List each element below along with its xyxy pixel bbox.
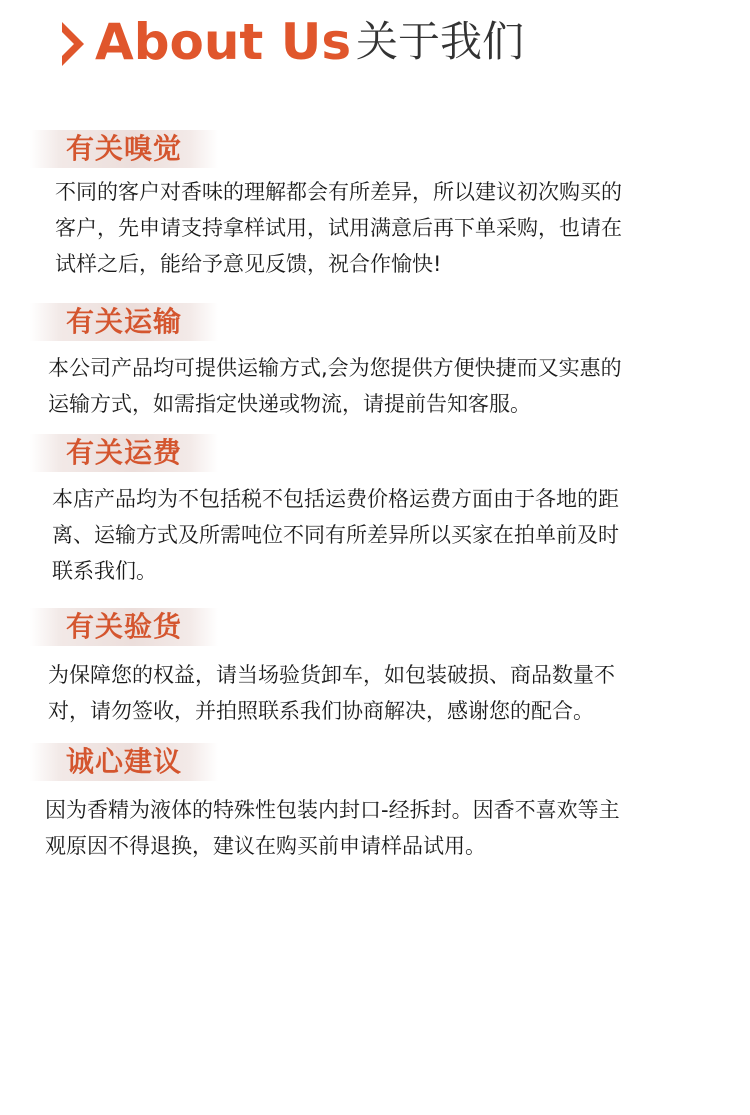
body-line: 客户，先申请支持拿样试用，试用满意后再下单采购，也请在: [55, 216, 622, 240]
body-line: 不同的客户对香味的理解都会有所差异，所以建议初次购买的: [55, 180, 622, 204]
body-line: 为保障您的权益，请当场验货卸车，如包装破损、商品数量不: [48, 663, 615, 687]
page-title-english: About Us: [95, 13, 352, 71]
section-body: [48, 350, 622, 422]
body-line: 本公司产品均可提供运输方式,会为您提供方便快捷而又实惠的: [48, 356, 622, 380]
body-line: 本店产品均为不包括税不包括运费价格运费方面由于各地的距: [52, 487, 619, 511]
section-heading-bar: [30, 608, 218, 646]
section-heading: 有关运费: [65, 436, 182, 469]
section-heading: 诚心建议: [65, 745, 182, 778]
body-line: 联系我们。: [52, 559, 157, 583]
section-heading-bar: [30, 434, 218, 472]
section-body: [55, 174, 622, 282]
page-header: [0, 0, 750, 80]
chevron-right-icon: [62, 22, 84, 66]
body-line: 观原因不得退换，建议在购买前申请样品试用。: [45, 834, 486, 858]
body-line: 运输方式，如需指定快递或物流，请提前告知客服。: [48, 392, 531, 416]
body-line: 因为香精为液体的特殊性包装内封口-经拆封。因香不喜欢等主: [45, 798, 620, 822]
section-heading: 有关运输: [65, 305, 182, 338]
section-heading-bar: [30, 303, 218, 341]
page-title-chinese: 关于我们: [356, 17, 525, 66]
body-line: 对，请勿签收，并拍照联系我们协商解决，感谢您的配合。: [48, 699, 594, 723]
section-body: [48, 657, 615, 729]
section-heading-bar: [30, 130, 218, 168]
body-line: 试样之后，能给予意见反馈，祝合作愉快!: [55, 252, 442, 276]
section-body: [52, 481, 619, 589]
section-heading: 有关验货: [65, 610, 182, 643]
section-body: [45, 792, 620, 864]
section-heading: 有关嗅觉: [65, 132, 182, 165]
section-heading-bar: [30, 743, 218, 781]
body-line: 离、运输方式及所需吨位不同有所差异所以买家在拍单前及时: [52, 523, 619, 547]
